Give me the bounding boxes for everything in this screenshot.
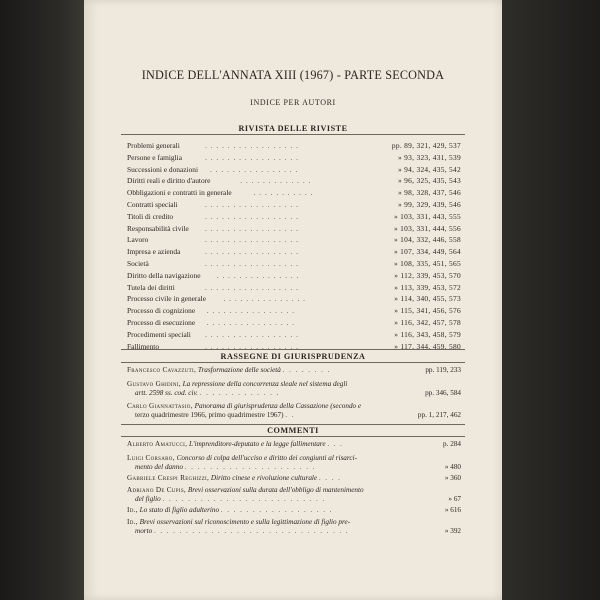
- entry-title-cont: morto: [135, 527, 153, 535]
- entry-title: Panorama di giurisprudenza della Cassazione (secondo e: [194, 402, 362, 410]
- dot-leader: . . . . . . . . . . . . .: [240, 176, 312, 186]
- index-row-pages: » 116, 343, 458, 579: [394, 329, 461, 339]
- entry-title: Concorso di colpa dell'ucciso e diritto dei congiunti al risarci-: [176, 454, 357, 462]
- section-rule: [121, 349, 465, 350]
- index-row-pages: » 96, 325, 435, 543: [398, 176, 461, 186]
- dot-leader: . . . . . . . . . . . . . . . . .: [205, 329, 299, 339]
- index-row-label: Società: [127, 259, 149, 268]
- commento-entry: Adriano De Cupis, Brevi osservazioni sulla durata dell'obbligo di mantenimento del figlio . . . . . . . . . . . . . . . . . . . . . . . . . . » 67: [127, 486, 461, 503]
- entry-author: Francesco Cavazzuti,: [127, 366, 197, 374]
- entry-title: Brevi osservazioni sul riconoscimento e sulla legittimazione di figlio pre-: [139, 518, 351, 526]
- index-row-pages: pp. 89, 321, 429, 537: [391, 141, 461, 150]
- index-row-pages: » 107, 334, 449, 564: [394, 247, 461, 257]
- section-rule: [121, 134, 465, 135]
- dot-leader: . . . . . . . . . . . . . . . .: [206, 306, 295, 316]
- entry-title: Diritto cinese e rivoluzione culturale: [210, 474, 318, 482]
- entry-pages: » 616: [444, 506, 461, 514]
- commento-entry: Luigi Corsaro, Concorso di colpa dell'ucciso e diritto dei congiunti al risarci- mento del danno . . . . . . . . . . . . . . . . . . . . . » 480: [127, 454, 461, 471]
- entry-pages: » 480: [444, 463, 461, 471]
- entry-author: Carlo Giannattasio,: [127, 402, 193, 410]
- index-row-label: Processo di cognizione: [127, 306, 196, 316]
- index-row-pages: » 98, 328, 437, 546: [398, 188, 461, 198]
- index-row-pages: » 93, 323, 431, 539: [398, 152, 461, 162]
- dot-leader: . . . . . . . . . . . . . . . . .: [205, 223, 299, 233]
- index-row-pages: » 116, 342, 457, 578: [394, 318, 461, 327]
- index-row-pages: » 103, 331, 443, 555: [394, 211, 461, 221]
- book-edge: [502, 0, 600, 600]
- index-row-label: Diritto della navigazione: [127, 270, 201, 280]
- dot-leader: . . . . . . . . . . . . . . . . .: [205, 211, 299, 221]
- entry-pages: » 67: [448, 495, 461, 503]
- dot-leader: . . . . . . . . . . . . . . . . .: [205, 282, 299, 292]
- page-subtitle: INDICE PER AUTORI: [250, 98, 336, 107]
- index-row-label: Titoli di credito: [127, 211, 174, 221]
- index-row-pages: » 115, 341, 456, 576: [394, 306, 461, 316]
- index-row-pages: » 108, 335, 451, 565: [394, 259, 461, 268]
- entry-title-cont: mento del danno: [135, 463, 183, 471]
- entry-title-cont: terzo quadrimestre 1966, primo quadrimestre 1967): [135, 411, 284, 419]
- index-row-label: Problemi generali: [127, 141, 180, 150]
- commento-entry: Id., Brevi osservazioni sul riconoscimento e sulla legittimazione di figlio pre- morto . . . . . . . . . . . . . . . . . . . . . . . . . . . . . . . » 392: [127, 518, 461, 535]
- rassegna-entry: Gustavo Ghidini, La repressione della concorrenza sleale nel sistema degli artt. 2598 ss. cod. civ. . . . . . . . . . . . . . pp. 346, 584: [127, 380, 461, 397]
- section-rule: [121, 436, 465, 437]
- index-row-label: Processo civile in generale: [127, 294, 207, 304]
- dot-leader: . . . . . . . . . . .: [253, 188, 314, 198]
- dot-leader: . . . . . . . . . . . . . . . . .: [205, 152, 299, 162]
- dot-leader: . . . . . . . . . . . . . . . . .: [205, 200, 299, 209]
- book-page: [84, 0, 502, 600]
- section-heading-riviste: RIVISTA DELLE RIVISTE: [238, 124, 348, 133]
- index-row-label: Lavoro: [127, 235, 149, 245]
- index-row-label: Successioni e donazioni: [127, 164, 199, 174]
- index-row-pages: » 112, 339, 453, 570: [394, 270, 461, 280]
- entry-author: Luigi Corsaro,: [127, 454, 175, 462]
- dot-leader: . . . . . . . . . . . . . . . .: [206, 318, 295, 327]
- page-title: INDICE DELL'ANNATA XIII (1967) - PARTE SECONDA: [141, 68, 445, 82]
- commento-entry: Alberto Amatucci, L'imprenditore-deputato e la legge fallimentare . . . p. 284: [127, 440, 461, 448]
- entry-author: Gabriele Crespi Reghizzi,: [127, 474, 210, 482]
- commento-entry: Id., Lo stato di figlio adulterino . . . . . . . . . . . . . . . . . . » 616: [127, 506, 461, 514]
- entry-author: Adriano De Cupis,: [127, 486, 187, 494]
- section-heading-commenti: COMMENTI: [267, 426, 319, 435]
- entry-pages: pp. 119, 233: [425, 366, 461, 374]
- dot-leader: . . . . . . . . . . . . . . . . .: [205, 141, 299, 150]
- entry-author: Gustavo Ghidini,: [127, 380, 181, 388]
- index-row-label: Diritti reali e diritto d'autore: [127, 176, 211, 186]
- entry-title: L'imprenditore-deputato e la legge fallimentare: [189, 440, 326, 448]
- index-row-label: Impresa e azienda: [127, 247, 181, 257]
- rassegna-entry: Francesco Cavazzuti, Trasformazione delle società . . . . . . . . pp. 119, 233: [127, 366, 461, 374]
- rassegna-entry: Carlo Giannattasio, Panorama di giurisprudenza della Cassazione (secondo e terzo quadrimestre 1966, primo quadrimestre 1967) . . pp. 1, 217, 462: [127, 402, 461, 419]
- index-row-pages: » 103, 331, 444, 556: [394, 223, 461, 233]
- entry-author: Alberto Amatucci,: [127, 440, 188, 448]
- index-row-pages: » 114, 340, 455, 573: [394, 294, 461, 304]
- index-row-pages: » 117, 344, 459, 580: [394, 341, 461, 351]
- dot-leader: . . . . . . . . . . . . . . .: [216, 270, 300, 280]
- entry-title: Lo stato di figlio adulterino: [139, 506, 220, 514]
- entry-pages: » 360: [444, 474, 461, 482]
- index-row-pages: » 94, 324, 435, 542: [398, 164, 461, 174]
- book-gutter: [0, 0, 84, 600]
- entry-pages: pp. 346, 584: [425, 389, 461, 397]
- entry-author: Id.,: [127, 518, 138, 526]
- entry-author: Id.,: [127, 506, 138, 514]
- index-row-pages: » 104, 332, 446, 558: [394, 235, 461, 245]
- index-row-pages: » 113, 339, 453, 572: [394, 282, 461, 292]
- section-rule: [121, 362, 465, 363]
- dot-leader: . . . . . . . . . . . . . . . . .: [205, 259, 299, 268]
- entry-pages: p. 284: [443, 440, 461, 448]
- entry-title-cont: artt. 2598 ss. cod. civ.: [135, 389, 198, 397]
- dot-leader: . . . . . . . . . . . . . . . . .: [205, 341, 299, 351]
- entry-pages: pp. 1, 217, 462: [417, 411, 461, 419]
- index-row-label: Obbligazioni e contratti in generale: [127, 188, 232, 198]
- index-row-label: Tutela dei diritti: [127, 282, 175, 292]
- dot-leader: . . . . . . . . . . . . . . . . .: [205, 235, 299, 245]
- entry-title: La repressione della concorrenza sleale nel sistema degli: [182, 380, 348, 388]
- commento-entry: Gabriele Crespi Reghizzi, Diritto cinese e rivoluzione culturale . . . . » 360: [127, 474, 461, 482]
- entry-pages: » 392: [444, 527, 461, 535]
- entry-title: Brevi osservazioni sulla durata dell'obbligo di mantenimento: [187, 486, 364, 494]
- index-row-label: Fallimento: [127, 341, 160, 351]
- section-rule: [121, 424, 465, 425]
- entry-title-cont: del figlio: [135, 495, 161, 503]
- index-row-label: Procedimenti speciali: [127, 329, 191, 339]
- dot-leader: . . . . . . . . . . . . . . .: [223, 294, 307, 304]
- section-heading-rassegne: RASSEGNE DI GIURISPRUDENZA: [220, 352, 366, 361]
- index-row-label: Responsabilità civile: [127, 223, 189, 233]
- index-row-pages: » 99, 329, 439, 546: [398, 200, 461, 209]
- index-row-label: Processo di esecuzione: [127, 318, 196, 327]
- dot-leader: . . . . . . . . . . . . . . . . .: [205, 247, 299, 257]
- entry-title: Trasformazione delle società: [197, 366, 281, 374]
- dot-leader: . . . . . . . . . . . . . . . .: [210, 164, 299, 174]
- index-row-label: Persone e famiglia: [127, 152, 183, 162]
- index-row-label: Contratti speciali: [127, 200, 178, 209]
